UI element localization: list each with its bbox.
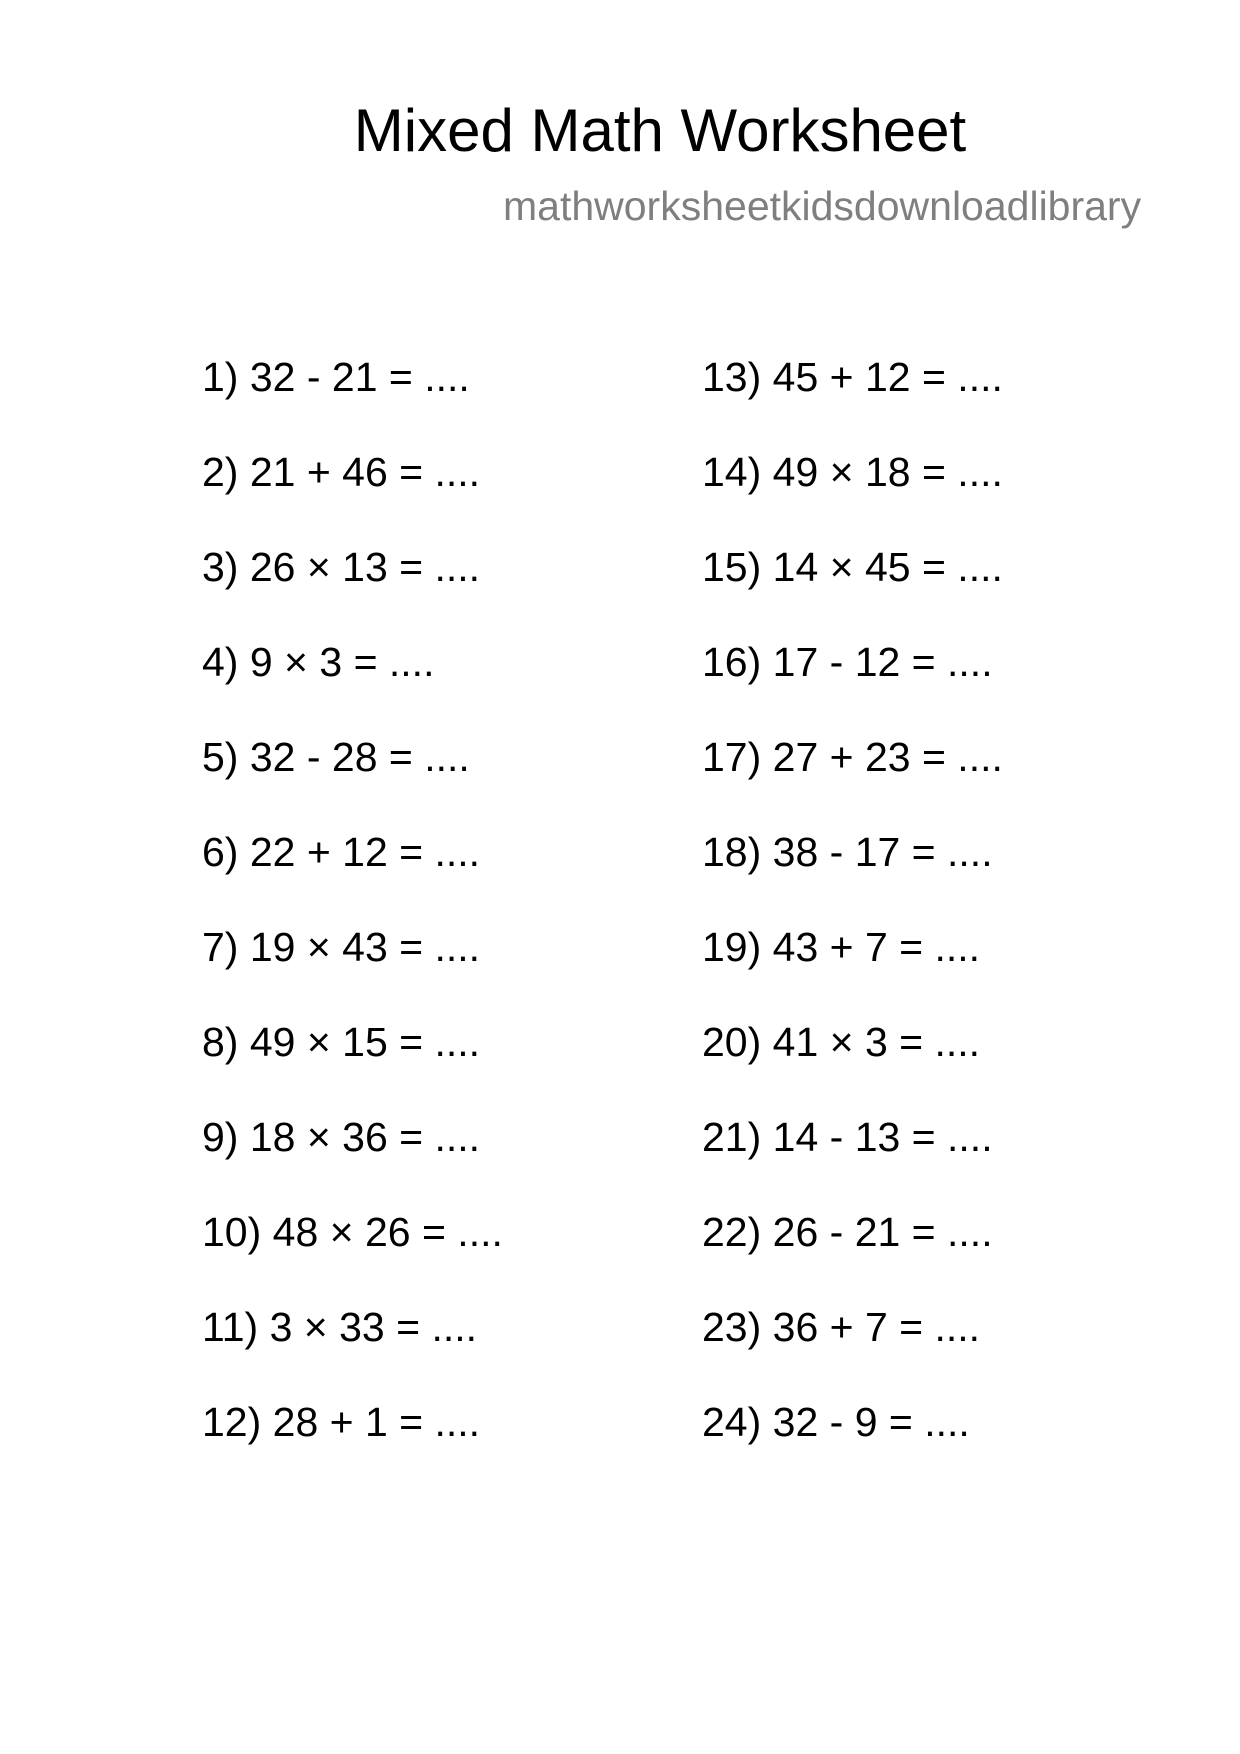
- math-problem: 3) 26 × 13 = ....: [202, 544, 481, 590]
- worksheet-title: Mixed Math Worksheet: [353, 97, 967, 164]
- math-problem: 22) 26 - 21 = ....: [702, 1209, 993, 1255]
- math-problem: 9) 18 × 36 = ....: [202, 1114, 481, 1160]
- math-problem: 19) 43 + 7 = ....: [702, 924, 981, 970]
- math-problem: 6) 22 + 12 = ....: [202, 829, 481, 875]
- math-problem: 16) 17 - 12 = ....: [702, 639, 993, 685]
- math-problem: 23) 36 + 7 = ....: [702, 1304, 981, 1350]
- problem-list-right: [702, 353, 1003, 1493]
- math-problem: 7) 19 × 43 = ....: [202, 924, 481, 970]
- math-problem: 12) 28 + 1 = ....: [202, 1399, 481, 1445]
- math-problem: 24) 32 - 9 = ....: [702, 1399, 970, 1445]
- math-problem: 2) 21 + 46 = ....: [202, 449, 481, 495]
- math-problem: 18) 38 - 17 = ....: [702, 829, 993, 875]
- math-problem: 13) 45 + 12 = ....: [702, 354, 1003, 400]
- worksheet-source: mathworksheetkidsdownloadlibrary: [503, 183, 1142, 229]
- problem-list-left: [202, 353, 503, 1493]
- math-problem: 15) 14 × 45 = ....: [702, 544, 1003, 590]
- math-problem: 11) 3 × 33 = ....: [202, 1304, 478, 1350]
- math-problem: 5) 32 - 28 = ....: [202, 734, 470, 780]
- math-problem: 14) 49 × 18 = ....: [702, 449, 1003, 495]
- math-problem: 10) 48 × 26 = ....: [202, 1209, 503, 1255]
- math-problem: 4) 9 × 3 = ....: [202, 639, 435, 685]
- math-problem: 17) 27 + 23 = ....: [702, 734, 1003, 780]
- math-problem: 1) 32 - 21 = ....: [202, 354, 470, 400]
- math-problem: 20) 41 × 3 = ....: [702, 1019, 981, 1065]
- math-problem: 21) 14 - 13 = ....: [702, 1114, 993, 1160]
- math-problem: 8) 49 × 15 = ....: [202, 1019, 481, 1065]
